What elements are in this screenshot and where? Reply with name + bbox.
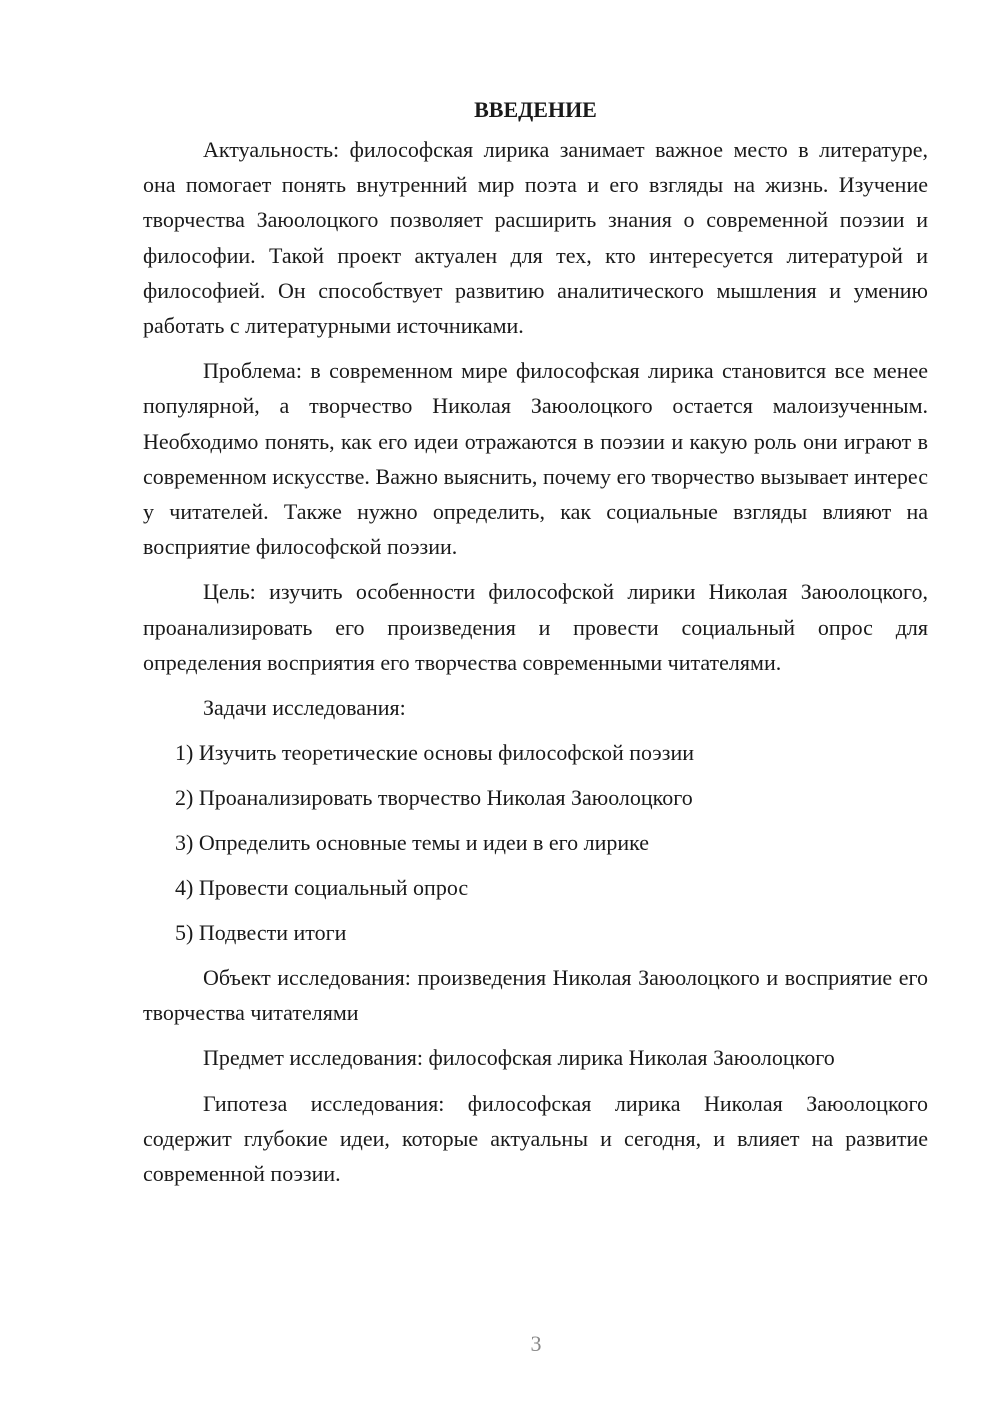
page-number: 3 xyxy=(530,1331,542,1356)
task-item: 2) Проанализировать творчество Николая Заюолоцкого xyxy=(175,785,693,811)
task-list xyxy=(143,735,928,950)
document-page xyxy=(143,92,928,1201)
page-title: ВВЕДЕНИЕ xyxy=(474,97,597,122)
relevance-paragraph: Актуальность: философская лирика занимает важное место в литературе, она помогает понять внутренний мир поэта и его взгляды на жизнь. Изучение творчества Заюолоцкого позволяет расширить знания о современной поэзии и философии. Такой проект актуален для тех, кто интересуется литературой и философией. Он способствует развитию аналитического мышления и умению работать с литературными источниками. xyxy=(143,137,928,339)
task-item: 1) Изучить теоретические основы философской поэзии xyxy=(175,740,694,766)
object-paragraph: Объект исследования: произведения Николая Заюолоцкого и восприятие его творчества читателями xyxy=(143,965,928,1026)
problem-paragraph: Проблема: в современном мире философская лирика становится все менее популярной, а творчество Николая Заюолоцкого остается малоизученным. Необходимо понять, как его идеи отражаются в поэзии и какую роль они играют в современном искусстве. Важно выяснить, почему его творчество вызывает интерес у читателей. Также нужно определить, как социальные взгляды влияют на восприятие философской поэзии. xyxy=(143,358,928,560)
tasks-heading: Задачи исследования: xyxy=(203,695,406,721)
hypothesis-paragraph: Гипотеза исследования: философская лирика Николая Заюолоцкого содержит глубокие идеи, которые актуальны и сегодня, и влияет на развитие современной поэзии. xyxy=(143,1090,928,1187)
task-item: 4) Провести социальный опрос xyxy=(175,875,469,901)
goal-paragraph: Цель: изучить особенности философской лирики Николая Заюолоцкого, проанализировать его произведения и провести социальный опрос для определения восприятия его творчества современными читателями. xyxy=(143,579,928,675)
subject-paragraph: Предмет исследования: философская лирика Николая Заюолоцкого xyxy=(203,1045,835,1071)
task-item: 3) Определить основные темы и идеи в его лирике xyxy=(175,830,650,856)
task-item: 5) Подвести итоги xyxy=(175,920,347,946)
